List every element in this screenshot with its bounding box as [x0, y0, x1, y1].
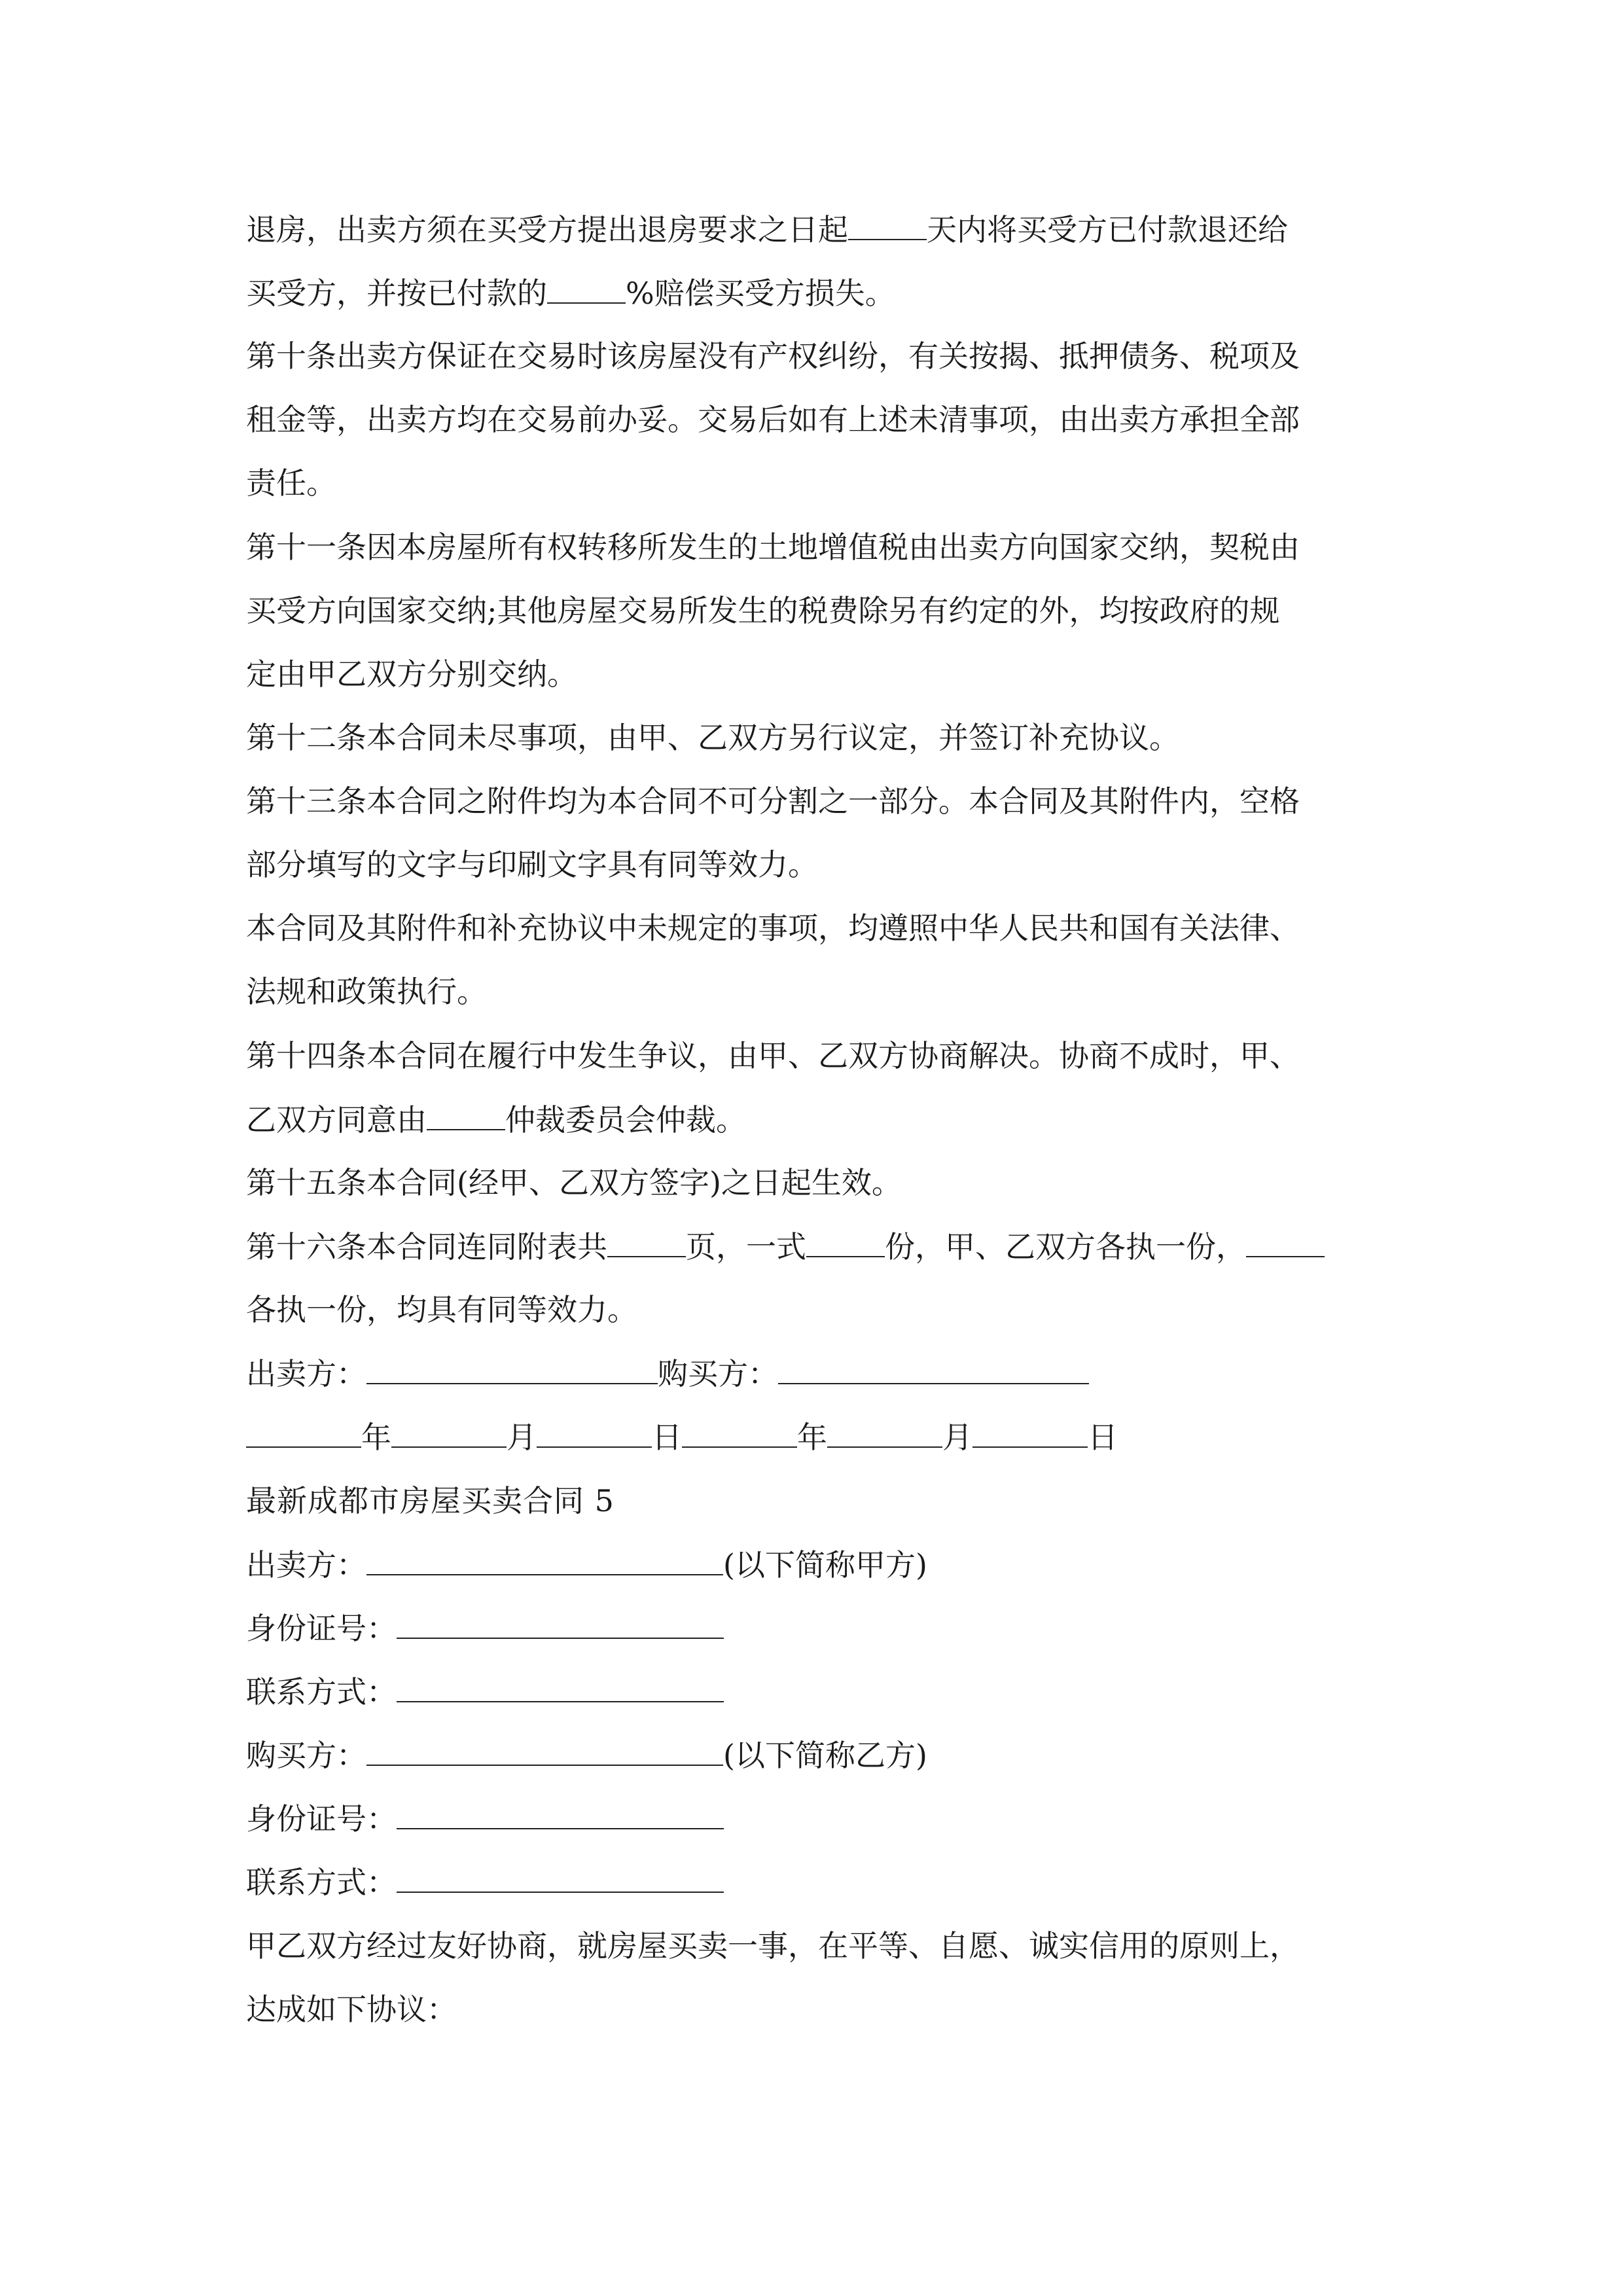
date-line	[246, 1420, 1398, 1455]
buyer-contact-line	[246, 1865, 1398, 1900]
paragraph-line: 第十五条本合同(经甲、乙双方签字)之日起生效。	[246, 1165, 902, 1200]
year-blank	[246, 1422, 361, 1448]
paragraph-line: 第十条出卖方保证在交易时该房屋没有产权纠纷，有关按揭、抵押债务、税项及	[246, 338, 1300, 374]
fill-blank	[427, 1104, 505, 1130]
paragraph-line: 定由甲乙双方分别交纳。	[246, 656, 577, 692]
buyer-label: 购买方：	[658, 1356, 778, 1391]
fill-blank	[1246, 1231, 1325, 1257]
id-label: 身份证号：	[246, 1611, 397, 1646]
id-blank	[397, 1613, 724, 1639]
paragraph-line: 本合同及其附件和补充协议中未规定的事项，均遵照中华人民共和国有关法律、	[246, 910, 1300, 946]
paragraph-line	[246, 276, 1398, 311]
signature-line	[246, 1358, 1398, 1389]
month-label: 月	[942, 1420, 972, 1455]
buyer-line	[246, 1738, 1398, 1773]
paragraph-line: 达成如下协议：	[246, 1992, 457, 2027]
paragraph-line: 各执一份，均具有同等效力。	[246, 1292, 637, 1327]
seller-id-line	[246, 1611, 1398, 1646]
day-blank	[972, 1422, 1088, 1448]
paragraph-line: 甲乙双方经过友好协商，就房屋买卖一事，在平等、自愿、诚实信用的原则上，	[246, 1928, 1300, 1964]
month-blank	[391, 1422, 507, 1448]
text-segment: 页，一式	[686, 1229, 806, 1265]
paragraph-line: 租金等，出卖方均在交易前办妥。交易后如有上述未清事项，由出卖方承担全部	[246, 402, 1300, 437]
day-label: 日	[1088, 1420, 1118, 1455]
paragraph-line	[246, 1229, 1398, 1265]
fill-blank	[607, 1231, 686, 1257]
paragraph-line: 第十三条本合同之附件均为本合同不可分割之一部分。本合同及其附件内，空格	[246, 783, 1300, 819]
day-label: 日	[652, 1420, 682, 1455]
day-blank	[537, 1422, 652, 1448]
month-blank	[827, 1422, 942, 1448]
text-segment: 买受方，并按已付款的	[246, 276, 547, 311]
text-segment: %赔偿买受方损失。	[626, 276, 895, 311]
text-segment: 天内将买受方已付款退还给	[927, 212, 1288, 247]
year-blank	[682, 1422, 797, 1448]
text-segment: 第十六条本合同连同附表共	[246, 1229, 607, 1265]
text-segment: 乙双方同意由	[246, 1102, 427, 1138]
buyer-label: 购买方：	[246, 1738, 366, 1773]
contact-label: 联系方式：	[246, 1674, 397, 1710]
seller-label: 出卖方：	[246, 1547, 366, 1583]
fill-blank	[547, 278, 626, 304]
paragraph-line: 第十二条本合同未尽事项，由甲、乙双方另行议定，并签订补充协议。	[246, 720, 1179, 755]
seller-signature-blank	[366, 1358, 658, 1384]
fill-blank	[848, 214, 927, 240]
month-label: 月	[507, 1420, 537, 1455]
buyer-id-line	[246, 1801, 1398, 1837]
paragraph-line	[246, 214, 1398, 245]
paragraph-line: 第十一条因本房屋所有权转移所发生的土地增值税由出卖方向国家交纳，契税由	[246, 529, 1300, 565]
paragraph-line: 法规和政策执行。	[246, 974, 487, 1009]
paragraph-line	[246, 1102, 1398, 1138]
buyer-signature-blank	[778, 1358, 1089, 1384]
seller-label: 出卖方：	[246, 1356, 366, 1391]
paragraph-line: 部分填写的文字与印刷文字具有同等效力。	[246, 847, 818, 882]
fill-blank	[806, 1231, 885, 1257]
text-segment: 仲裁委员会仲裁。	[505, 1102, 746, 1138]
seller-name-blank	[366, 1549, 723, 1575]
paragraph-line: 买受方向国家交纳;其他房屋交易所发生的税费除另有约定的外，均按政府的规	[246, 593, 1280, 628]
id-label: 身份证号：	[246, 1801, 397, 1837]
contact-label: 联系方式：	[246, 1865, 397, 1900]
paragraph-line: 责任。	[246, 465, 336, 501]
text-segment: 份，甲、乙双方各执一份，	[885, 1229, 1246, 1265]
text-segment: 退房，出卖方须在买受方提出退房要求之日起	[246, 212, 848, 247]
seller-suffix: (以下简称甲方)	[723, 1547, 927, 1583]
buyer-name-blank	[366, 1740, 723, 1766]
contact-blank	[397, 1676, 724, 1702]
buyer-suffix: (以下简称乙方)	[723, 1738, 927, 1773]
contract-title: 最新成都市房屋买卖合同 5	[246, 1483, 615, 1518]
paragraph-line: 第十四条本合同在履行中发生争议，由甲、乙双方协商解决。协商不成时，甲、	[246, 1038, 1300, 1073]
seller-line	[246, 1547, 1398, 1583]
contact-blank	[397, 1867, 724, 1893]
year-label: 年	[361, 1420, 391, 1455]
year-label: 年	[797, 1420, 827, 1455]
id-blank	[397, 1803, 724, 1829]
seller-contact-line	[246, 1674, 1398, 1710]
